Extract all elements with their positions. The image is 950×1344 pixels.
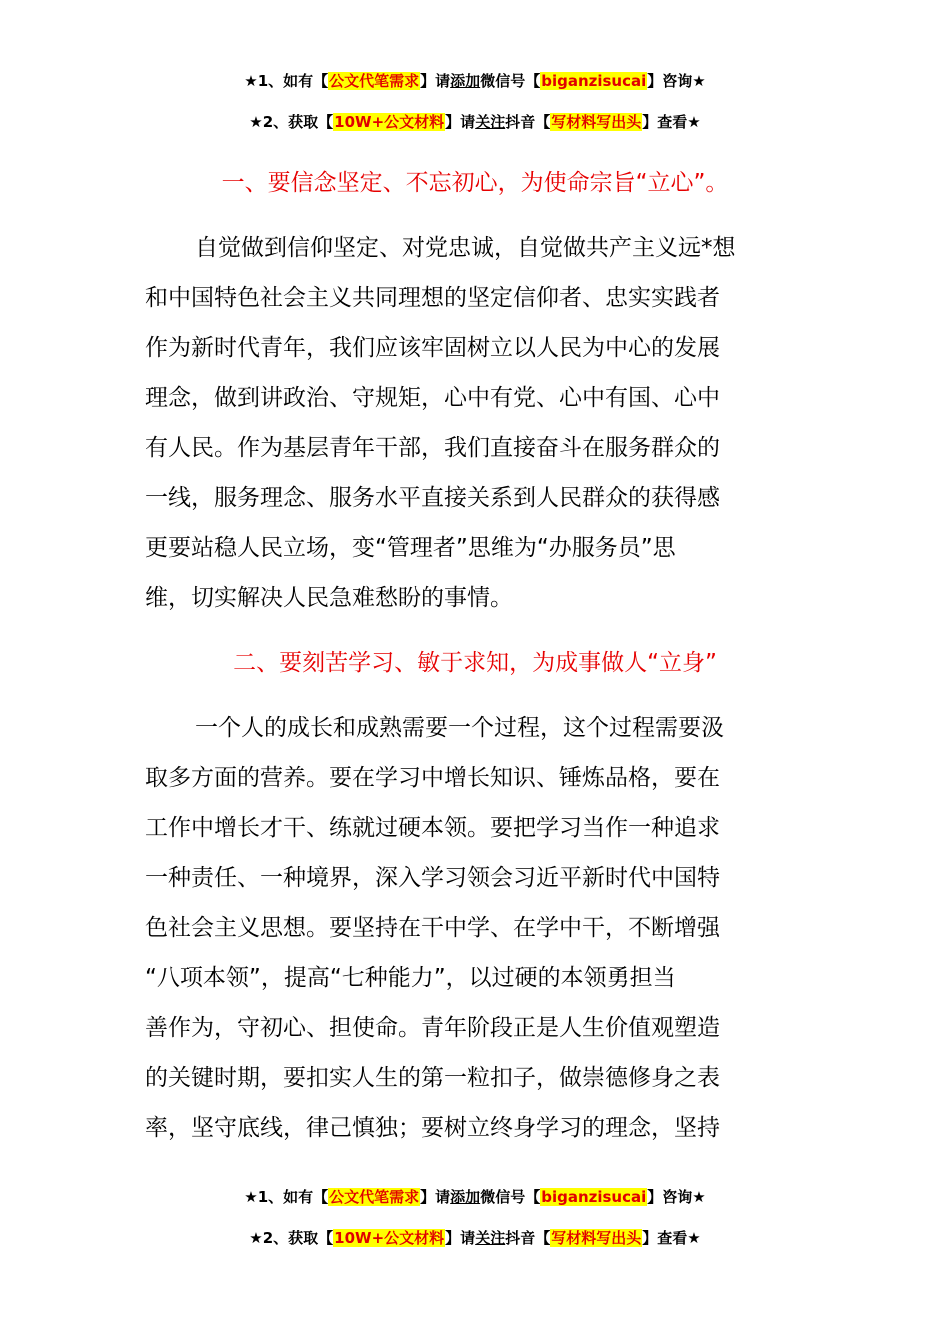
banner-text: 】请: [420, 72, 451, 90]
star-icon: ★: [249, 1229, 263, 1247]
star-icon: ★: [249, 113, 263, 131]
body-line: 取多方面的营养。要在学习中增长知识、锤炼品格，要在: [145, 765, 720, 791]
body-line: 一个人的成长和成熟需要一个过程，这个过程需要汲: [195, 715, 724, 741]
underlined-follow: 关注: [475, 113, 506, 131]
section-heading-2: 二、要刻苦学习、敏于求知，为成事做人“立身”: [233, 650, 717, 676]
highlight-materials: 10W+公文材料: [334, 113, 445, 131]
footer-banner-line-2: [0, 1227, 950, 1249]
banner-text: 】查看: [642, 1229, 688, 1247]
banner-text: 抖音【: [505, 113, 551, 131]
banner-text: 】咨询: [647, 72, 693, 90]
star-icon: ★: [687, 1229, 701, 1247]
banner-text: 2、获取【: [262, 113, 334, 131]
section-heading-1: 一、要信念坚定、不忘初心，为使命宗旨“立心”。: [221, 170, 729, 196]
highlight-ghostwriting: 公文代笔需求: [329, 72, 420, 90]
underlined-add: 添加: [450, 72, 481, 90]
body-line: 的关键时期，要扣实人生的第一粒扣子，做崇德修身之表: [145, 1065, 720, 1091]
star-icon: ★: [244, 1188, 258, 1206]
body-line: 维，切实解决人民急难愁盼的事情。: [145, 585, 513, 611]
underlined-add: 添加: [450, 1188, 481, 1206]
banner-text: 】咨询: [647, 1188, 693, 1206]
body-line: “八项本领”，提高“七种能力”，以过硬的本领勇担当: [145, 965, 676, 991]
highlight-douyin-account: 写材料写出头: [551, 1229, 642, 1247]
underlined-follow: 关注: [475, 1229, 506, 1247]
star-icon: ★: [687, 113, 701, 131]
body-line: 一种责任、一种境界，深入学习领会习近平新时代中国特: [145, 865, 720, 891]
highlight-wechat-id: biganzisucai: [541, 72, 647, 90]
banner-text: 1、如有【: [257, 1188, 329, 1206]
body-line: 色社会主义思想。要坚持在干中学、在学中干，不断增强: [145, 915, 720, 941]
body-line: 理念，做到讲政治、守规矩，心中有党、心中有国、心中: [145, 385, 720, 411]
body-line: 更要站稳人民立场，变“管理者”思维为“办服务员”思: [145, 535, 676, 561]
banner-text: 微信号【: [480, 1188, 541, 1206]
banner-text: 1、如有【: [257, 72, 329, 90]
body-line: 和中国特色社会主义共同理想的坚定信仰者、忠实实践者: [145, 285, 720, 311]
section-body-2: [145, 703, 807, 1153]
body-line: 率，坚守底线，律己慎独；要树立终身学习的理念，坚持: [145, 1115, 720, 1141]
banner-text: 2、获取【: [262, 1229, 334, 1247]
header-banner-line-1: [0, 70, 950, 92]
header-banner-line-2: [0, 111, 950, 133]
star-icon: ★: [692, 72, 706, 90]
banner-text: 】请: [445, 1229, 476, 1247]
body-line: 一线，服务理念、服务水平直接关系到人民群众的获得感: [145, 485, 720, 511]
banner-text: 】查看: [642, 113, 688, 131]
body-line: 善作为，守初心、担使命。青年阶段正是人生价值观塑造: [145, 1015, 720, 1041]
star-icon: ★: [244, 72, 258, 90]
banner-text: 】请: [420, 1188, 451, 1206]
highlight-materials: 10W+公文材料: [334, 1229, 445, 1247]
highlight-ghostwriting: 公文代笔需求: [329, 1188, 420, 1206]
banner-text: 】请: [445, 113, 476, 131]
body-line: 有人民。作为基层青年干部，我们直接奋斗在服务群众的: [145, 435, 720, 461]
banner-text: 微信号【: [480, 72, 541, 90]
section-body-1: [145, 223, 807, 623]
highlight-douyin-account: 写材料写出头: [551, 113, 642, 131]
highlight-wechat-id: biganzisucai: [541, 1188, 647, 1206]
body-line: 工作中增长才干、练就过硬本领。要把学习当作一种追求: [145, 815, 720, 841]
body-line: 作为新时代青年，我们应该牢固树立以人民为中心的发展: [145, 335, 720, 361]
footer-banner-line-1: [0, 1186, 950, 1208]
banner-text: 抖音【: [505, 1229, 551, 1247]
body-line: 自觉做到信仰坚定、对党忠诚，自觉做共产主义远*想: [195, 235, 736, 261]
star-icon: ★: [692, 1188, 706, 1206]
